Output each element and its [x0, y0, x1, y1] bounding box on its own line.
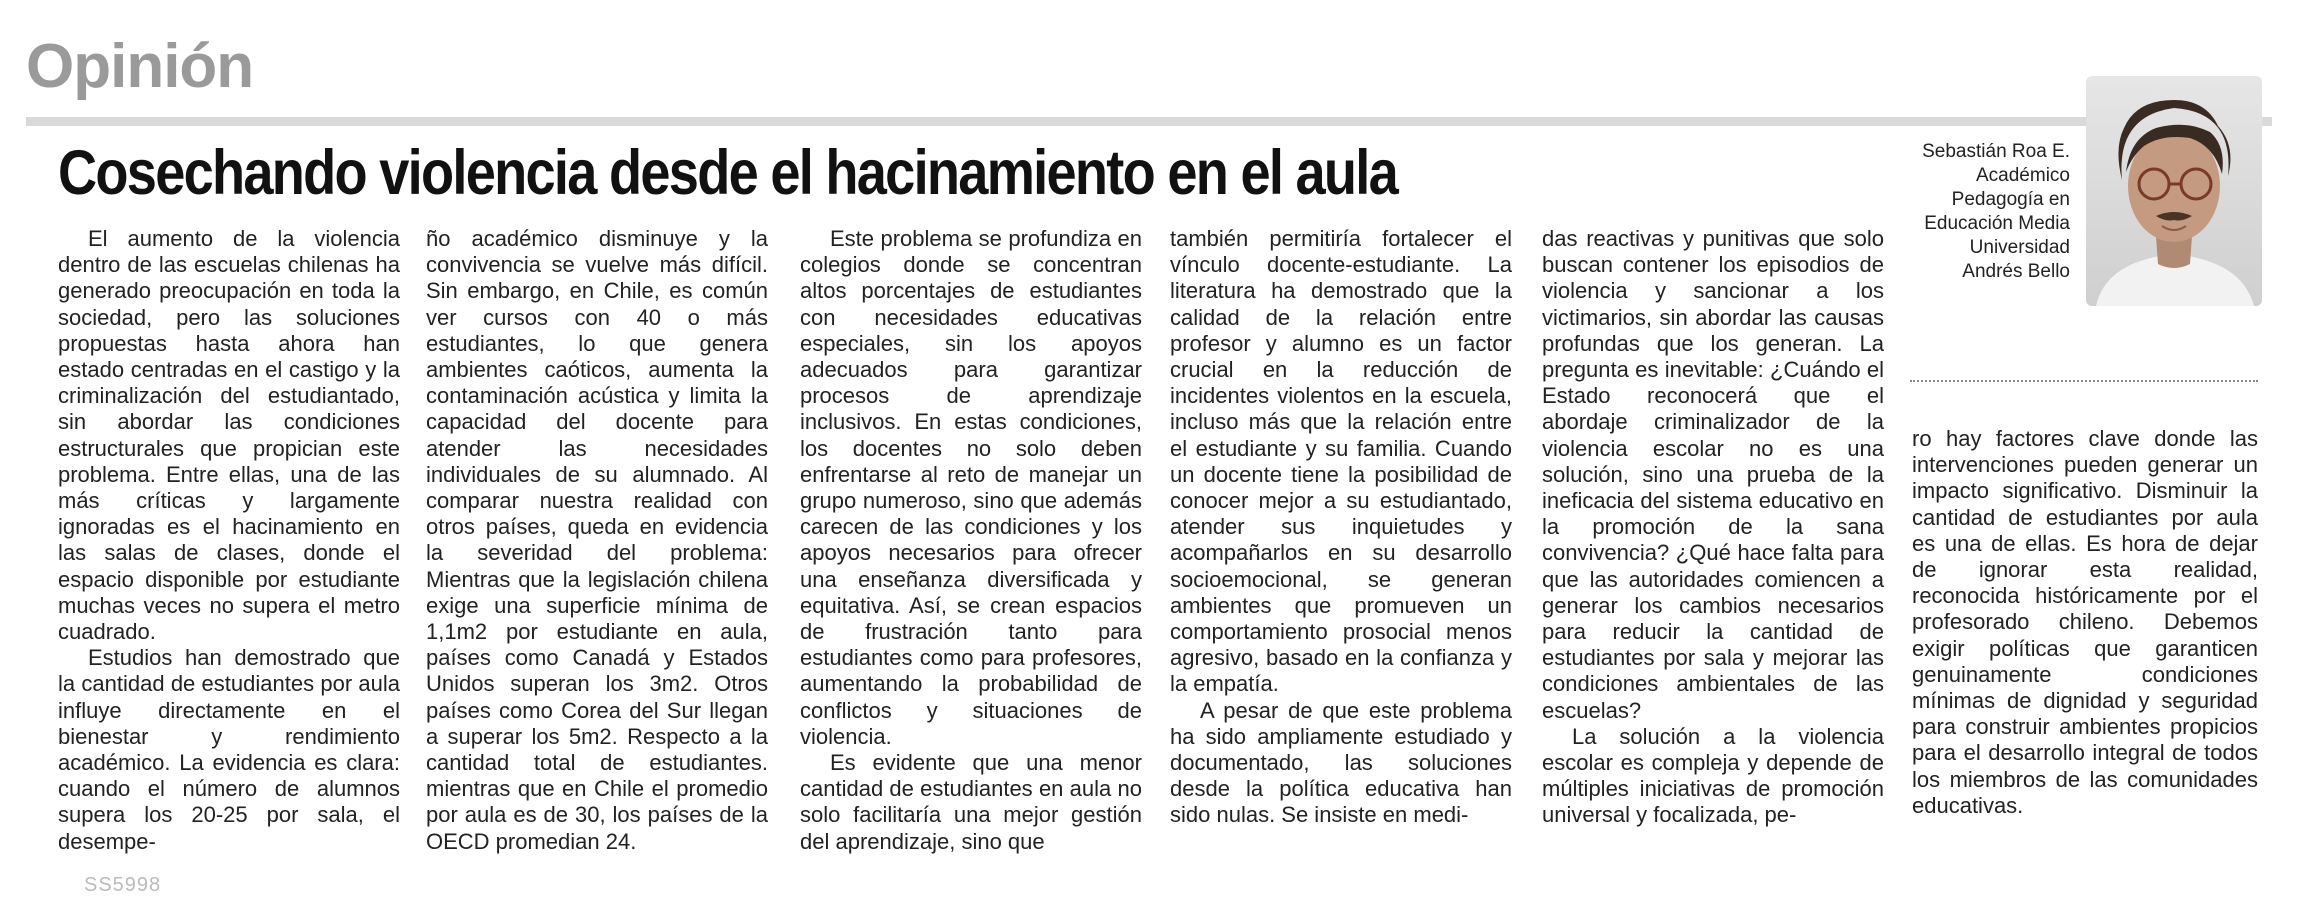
paragraph: La solución a la violencia escolar es compleja y depende de múltiples iniciativas de promoción universal y focalizada, pe- [1542, 723, 1884, 828]
paragraph: también permitiría fortalecer el vínculo docente-estudiante. La literatura ha demostrado que la calidad de la relación entre profesor y alumno es un factor crucial en la reducción de incidentes violentos en la escuela, incluso más que la relación entre el estudiante y su familia. Cuando un docente tiene la posibilidad de conocer mejor a su estudiantado, atender sus inquietudes y acompañarlos en su desarrollo socioemocional, se generan ambientes que promueven un comportamiento prosocial menos agresivo, basado en la confianza y la empatía. [1170, 226, 1512, 697]
section-title: Opinión [26, 32, 254, 101]
paragraph: das reactivas y punitivas que solo buscan contener los episodios de violencia y sancionar a los victimarios, sin abordar las causas profundas que los generan. La pregunta es inevitable: ¿Cuándo el Estado reconocerá que el abordaje criminalizador de la violencia escolar no es una solución, sino una prueba de la ineficacia del sistema educativo en la promoción de la sana convivencia? ¿Qué hace falta para que las autoridades comiencen a generar los cambios necesarios para reducir la cantidad de estudiantes por sala y mejorar las condiciones ambientales de las escuelas? [1542, 226, 1884, 723]
author-role-line: Andrés Bello [1962, 261, 2070, 282]
clip-code: SS5998 [84, 874, 162, 896]
paragraph: Estudios han demostrado que la cantidad de estudiantes por aula influye directamente en el bienestar y rendimiento académico. La evidencia es clara: cuando el número de alumnos supera los 20-25 por sala, el desempe- [58, 645, 400, 854]
author-role-line: Pedagogía en [1951, 189, 2070, 210]
section-rule [26, 117, 2272, 126]
paragraph: Este problema se profundiza en colegios donde se concentran altos porcentajes de estudiantes con necesidades educativas especiales, sin los apoyos adecuados para garantizar procesos de aprendizaje inclusivos. En estas condiciones, los docentes no solo deben enfrentarse al reto de manejar un grupo numeroso, sino que además carecen de las condiciones y los apoyos necesarios para ofrecer una enseñanza diversificada y equitativa. Así, se crean espacios de frustración tanto para estudiantes como para profesores, aumentando la probabilidad de conflictos y situaciones de violencia. [800, 226, 1142, 749]
article-column-6 [1912, 426, 2258, 819]
headline: Cosechando violencia desde el hacinamiento en el aula [58, 138, 1398, 208]
column-divider [1910, 380, 2258, 382]
author-role-line: Educación Media [1924, 213, 2070, 234]
article-column-5 [1542, 226, 1884, 829]
paragraph: El aumento de la violencia dentro de las escuelas chilenas ha generado preocupación en toda la sociedad, pero las soluciones propuestas hasta ahora han estado centradas en el castigo y la criminalización del estudiantado, sin abordar las condiciones estructurales que propician este problema. Entre ellas, una de las más críticas y largamente ignoradas es el hacinamiento en las salas de clases, donde el espacio disponible por estudiante muchas veces no supera el metro cuadrado. [58, 226, 400, 645]
author-role-line: Académico [1976, 165, 2070, 186]
author-name: Sebastián Roa E. [1922, 141, 2070, 162]
author-portrait-icon [2086, 76, 2262, 306]
author-byline [1880, 140, 2070, 284]
article-column-2 [426, 226, 768, 855]
paragraph: Es evidente que una menor cantidad de estudiantes en aula no solo facilitaría una mejor gestión del aprendizaje, sino que [800, 750, 1142, 854]
paragraph: A pesar de que este problema ha sido ampliamente estudiado y documentado, las soluciones desde la política educativa han sido nulas. Se insiste en medi- [1170, 697, 1512, 828]
article-column-3 [800, 226, 1142, 855]
paragraph: ro hay factores clave donde las intervenciones pueden generar un impacto significativo. Disminuir la cantidad de estudiantes por aula es una de ellas. Es hora de dejar de ignorar esta realidad, reconocida históricamente por el profesorado chileno. Debemos exigir políticas que garanticen genuinamente condiciones mínimas de dignidad y seguridad para construir ambientes propicios para el desarrollo integral de todos los miembros de las comunidades educativas. [1912, 426, 2258, 818]
paragraph: ño académico disminuye y la convivencia se vuelve más difícil. Sin embargo, en Chile, es común ver cursos con 40 o más estudiantes, lo que genera ambientes caóticos, aumenta la contaminación acústica y limita la capacidad del docente para atender las necesidades individuales de su alumnado. Al comparar nuestra realidad con otros países, queda en evidencia la severidad del problema: Mientras que la legislación chilena exige una superficie mínima de 1,1m2 por estudiante en aula, países como Canadá y Estados Unidos superan los 3m2. Otros países como Corea del Sur llegan a superar los 5m2. Respecto a la cantidad total de estudiantes. mientras que en Chile el promedio por aula es de 30, los países de la OECD promedian 24. [426, 226, 768, 854]
article-column-1 [58, 226, 400, 855]
author-role-line: Universidad [1969, 237, 2070, 258]
article-column-4 [1170, 226, 1512, 829]
